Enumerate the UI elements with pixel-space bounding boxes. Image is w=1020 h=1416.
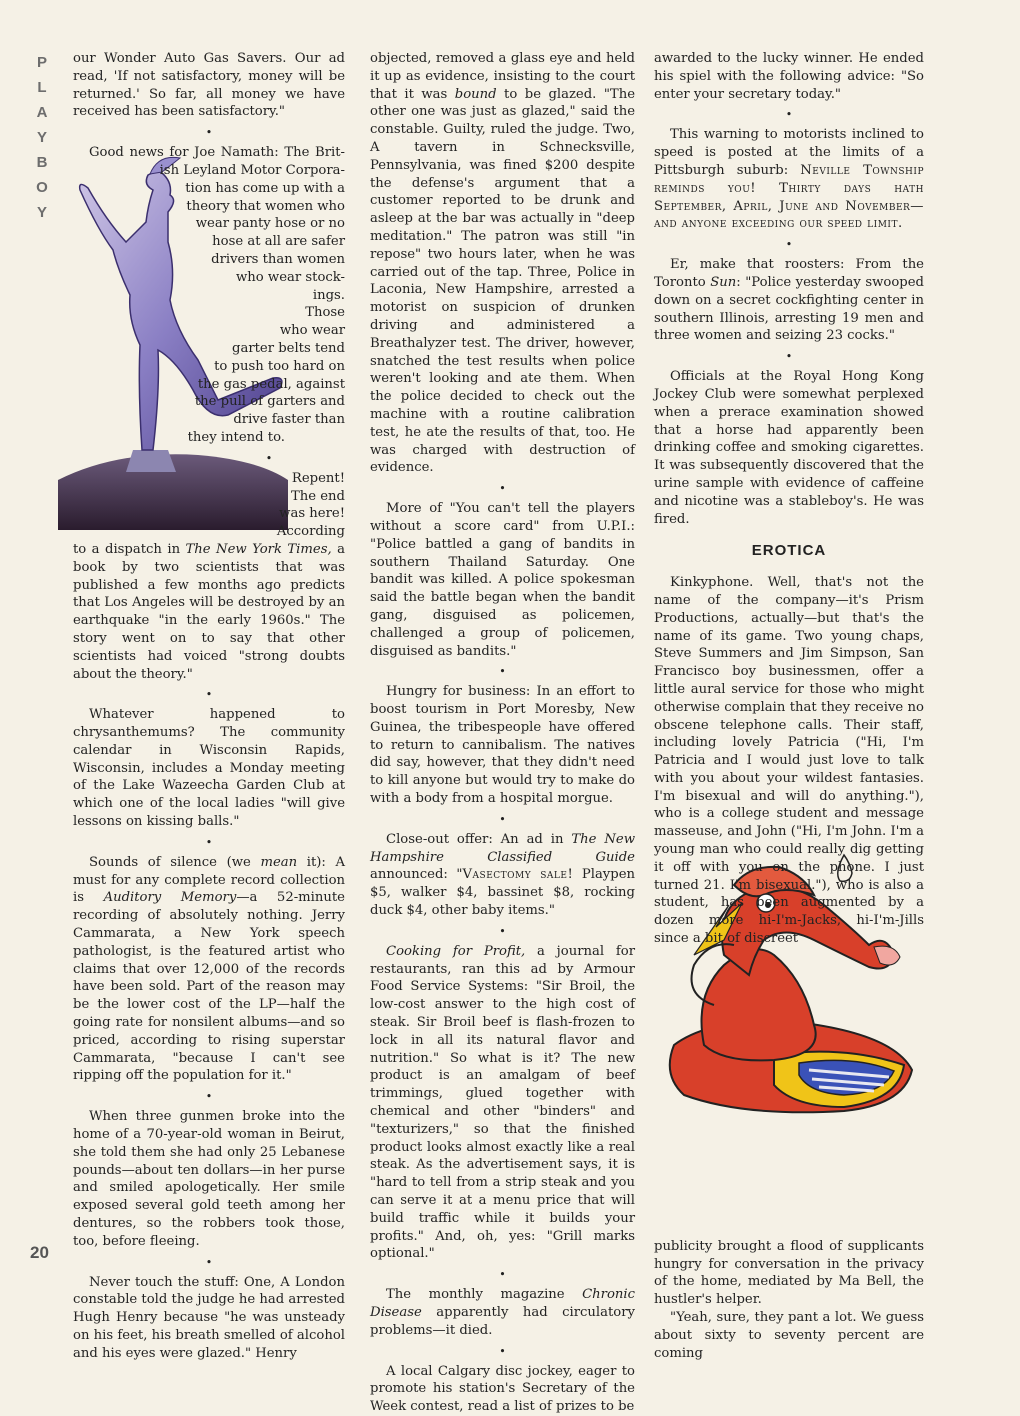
line: The end — [290, 488, 345, 504]
paragraph: Hungry for business: In an effort to boost tourism in Port Moresby, New Guinea, the tribespeople have offered to return to cannibalism. The natives did say, however, that they didn't need to kill anyone but would try to make do with a body from a hospital morgue. — [370, 684, 635, 807]
line: According — [276, 524, 345, 540]
paragraph: The monthly magazine Chronic Disease apparently had circulatory problems—it died. — [370, 1287, 635, 1338]
masthead-letter: Y — [36, 129, 47, 146]
masthead-letter: B — [36, 154, 48, 171]
masthead-letter: P — [36, 54, 47, 71]
paragraph: to a dispatch in The New York Times, a book by two scientists that was published a few months ago predicts that Los Angeles will be destroyed by an earthquake "in the early 1960s." The story went on to say that other scientists had voiced "strong doubts about the theory." — [73, 541, 345, 682]
separator-dot: • — [785, 350, 793, 364]
paragraph: awarded to the lucky winner. He ended his spiel with the following advice: "So enter your secretary today." — [654, 51, 924, 102]
separator-dot: • — [499, 482, 506, 496]
line: ish Leyland Motor Corpora- — [159, 162, 345, 178]
separator-dot: • — [205, 835, 213, 849]
line: theory that women who — [186, 198, 345, 214]
paragraph: Whatever happened to chrysanthemums? The community calendar in Wisconsin Rapids, Wisconsin, includes a Monday meeting of the Lake Wazeecha Garden Club at which one of the local ladies "will give lessons on kissing balls." — [73, 707, 345, 830]
line: ings. — [312, 287, 345, 303]
line: Repent! — [291, 470, 345, 486]
masthead-letter: A — [36, 104, 48, 121]
wrapped-paragraph — [73, 144, 345, 541]
paragraph: Kinkyphone. Well, that's not the name of the company—it's Prism Productions, actually—but that's the name of its game. Two young chaps, Steve Summers and Jim Simpson, San Francisco boy businessmen, offer a little aural service for those who might otherwise complain that they receive no obscene telephone calls. Their staff, including lovely Patricia ("Hi, I'm Patricia and I would just love to talk with you about your wildest fantasies. I'm bisexual and will do anything."), who is a college student and message masseuse, and John ("Hi, I'm John. I'm a young man who could really dig getting it off with you on the phone. I just turned 21. I'm bisexual."), who is also a student, has been augmented by a dozen more hi-I'm-Jacks, hi-I'm-Jills since a bit of discreet — [654, 575, 924, 947]
line: to push too hard on — [214, 358, 345, 374]
paragraph: Er, make that roosters: From the Toronto Sun: "Police yesterday swooped down on a secret cockfighting center in southern Illinois, arresting 19 men and three women and seizing 23 cocks." — [654, 257, 924, 344]
column-3 — [654, 50, 924, 1362]
paragraph: A local Calgary disc jockey, eager to promote his station's Secretary of the Week contest, read a list of prizes to be — [370, 1363, 635, 1415]
illustration-spacer — [654, 948, 924, 1238]
line: they intend to. — [187, 429, 285, 445]
masthead-letter: L — [37, 79, 47, 96]
section-heading: EROTICA — [751, 542, 827, 560]
separator-dot: • — [205, 1255, 213, 1269]
masthead — [32, 50, 52, 225]
line: Good news for Joe Namath: The Brit- — [89, 145, 345, 161]
separator-dot: • — [205, 688, 213, 702]
line: Those — [305, 305, 345, 321]
separator-dot: • — [785, 108, 793, 122]
column-1 — [73, 50, 345, 1363]
paragraph: Close-out offer: An ad in The New Hampshire Classified Guide announced: "Vasectomy sale! Playpen $5, walker $4, bassinet $8, rocking duck $4, other baby items." — [370, 831, 636, 919]
separator-dot: • — [265, 451, 273, 465]
paragraph: When three gunmen broke into the home of a 70-year-old woman in Beirut, she told them she had only 25 Lebanese pounds—about ten dollars—in her purse and smiled apologetically. Her smile exposed several gold teeth among her dentures, so the robbers took those, too, before fleeing. — [73, 1109, 345, 1249]
column-2 — [370, 50, 635, 1416]
line: hose at all are safer — [212, 234, 345, 250]
separator-dot: • — [499, 1344, 506, 1358]
paragraph: Officials at the Royal Hong Kong Jockey Club were somewhat perplexed when a prerace examination showed that a horse had apparently been drinking coffee and smoking cigarettes. It was subsequently discovered that the urine sample with evidence of caffeine and nicotine was a stableboy's. He was fired. — [654, 369, 924, 527]
line: drive faster than — [233, 412, 345, 428]
paragraph: More of "You can't tell the players without a score card" from U.P.I.: "Police battled a gang of bandits in southern Thailand Saturday. One bandit was killed. A police spokesman said the battle began when the bandit gang, disguised as policemen, challenged a group of policemen, disguised as bandits." — [370, 501, 635, 659]
line: the pull of garters and — [194, 394, 345, 410]
line: tion has come up with a — [185, 180, 345, 196]
masthead-letter: O — [36, 179, 48, 196]
paragraph: our Wonder Auto Gas Savers. Our ad read, 'If not satisfactory, money will be returned.' So far, all money we have received has been satisfactory." — [73, 51, 345, 120]
separator-dot: • — [499, 665, 506, 679]
paragraph: Never touch the stuff: One, A London constable told the judge he had arrested Hugh Henry because "he was unsteady on his feet, his breath smelled of alcohol and his eyes were glazed." Henry — [73, 1274, 345, 1361]
paragraph: publicity brought a flood of supplicants hungry for conversation in the privacy of the home, mediated by Ma Bell, the hustler's helper. — [654, 1238, 924, 1308]
paragraph: objected, removed a glass eye and held it up as evidence, insisting to the court that it was bound to be glazed. "The other one was just as glazed," said the constable. Guilty, ruled the judge. Two, A tavern in Schnecksville, Pennsylvania, was fined $200 despite the defense's argument that a customer reported to be drunk and asleep at the bar was actually in "deep meditation." The patron was still "in repose" two hours later, when he was carried out of the tap. Three, Police in Laconia, New Hampshire, arrested a motorist on suspicion of drunken driving and administered a Breathalyzer test. The driver, however, snatched the test results when police weren't looking and ate them. When the police decided to check out the machine with a routine calibration test, he ate the results of that, too. He was charged with destruction of evidence. — [370, 51, 635, 476]
line: the gas pedal, against — [197, 376, 345, 392]
separator-dot: • — [499, 812, 506, 826]
line: garter belts tend — [232, 340, 345, 356]
paragraph: This warning to motorists inclined to speed is posted at the limits of a Pittsburgh suburb: Neville Township reminds you! Thirty days hath September, April, June and November—and anyone exceeding our speed limit. — [654, 127, 924, 232]
masthead-letter: Y — [36, 204, 47, 221]
page-number: 20 — [30, 1243, 49, 1262]
paragraph: Sounds of silence (we mean it): A must for any complete record collection is Auditory Memory—a 52-minute recording of absolutely nothing. Jerry Cammarata, a New York speech pathologist, is the featured artist who claims that over 12,000 of the records have been sold. Part of the reason may be the lower cost of the LP—half the going rate for nonsilent albums—and so priced, according to rising superstar Cammarata, "because I can't see ripping off the population for it." — [73, 854, 345, 1084]
separator-dot: • — [499, 924, 506, 938]
line: was here! — [279, 506, 345, 522]
paragraph: "Yeah, sure, they pant a lot. We guess about sixty to seventy percent are coming — [654, 1310, 924, 1361]
line: drivers than women — [211, 251, 345, 267]
separator-dot: • — [785, 238, 793, 252]
paragraph: Cooking for Profit, a journal for restaurants, ran this ad by Armour Food Service Systems: "Sir Broil, the low-cost answer to the high cost of steak. Sir Broil beef is flash-frozen to lock in all its natural flavor and nutrition." So what is it? The new product is an amalgam of beef trimmings, glued together with chemical and other "binders" and "texturizers," so that the finished product looks almost exactly like a real steak. As the advertisement says, it is "hard to tell from a strip steak and you can serve it at a menu price that will build traffic while it builds your profits." And, oh, yes: "Grill marks optional." — [370, 943, 635, 1262]
line: who wear stock- — [236, 269, 345, 285]
separator-dot: • — [499, 1268, 506, 1282]
separator-dot: • — [205, 1090, 213, 1104]
line: wear panty hose or no — [195, 216, 345, 232]
line: who wear — [279, 323, 345, 339]
separator-dot: • — [205, 126, 213, 140]
